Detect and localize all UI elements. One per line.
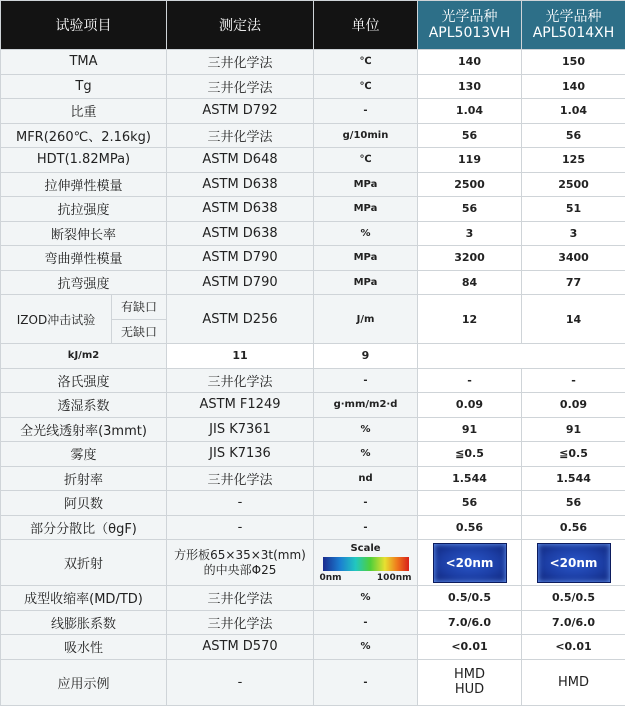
scale-min-label: 0nm (320, 573, 342, 583)
application-value-1-line1: HMD (418, 667, 521, 682)
izod-item-label: IZOD冲击试验 (1, 295, 111, 343)
unit: MPa (314, 246, 418, 271)
property-name: 弯曲弹性模量 (1, 246, 167, 271)
value-product-1: 56 (418, 123, 522, 148)
value-product-2: 140 (522, 74, 625, 99)
table-row (1, 123, 625, 148)
property-name: HDT(1.82MPa) (1, 148, 167, 173)
property-name: 雾度 (1, 442, 167, 467)
property-name: 部分分散比（θgF) (1, 515, 167, 540)
header-product-2 (522, 1, 625, 50)
unit: - (314, 368, 418, 393)
value-product-1: 1.04 (418, 99, 522, 124)
unit: - (314, 610, 418, 635)
value-product-1: 0.09 (418, 393, 522, 418)
property-name: 吸水性 (1, 635, 167, 660)
property-name: 抗弯强度 (1, 270, 167, 295)
property-name: 全光线透射率(3mmt) (1, 417, 167, 442)
izod-value-1-unnotched: 11 (167, 344, 314, 369)
birefringence-method-line2: 的中央部Φ25 (167, 563, 313, 578)
test-method: ASTM F1249 (167, 393, 314, 418)
unit: g/10min (314, 123, 418, 148)
value-product-2: 150 (522, 50, 625, 75)
izod-value-1-notched: 12 (418, 295, 522, 344)
unit: - (314, 491, 418, 516)
value-product-1: ≦0.5 (418, 442, 522, 467)
test-method: - (167, 491, 314, 516)
property-name: MFR(260℃、2.16kg) (1, 123, 167, 148)
table-row (1, 221, 625, 246)
test-method: 三井化学法 (167, 74, 314, 99)
value-product-2: 7.0/6.0 (522, 610, 625, 635)
izod-unit-notched: J/m (314, 295, 418, 344)
test-method: 三井化学法 (167, 368, 314, 393)
value-product-2: 56 (522, 491, 625, 516)
table-row (1, 74, 625, 99)
value-product-2: 0.09 (522, 393, 625, 418)
unit: ℃ (314, 74, 418, 99)
birefringence-scale (314, 540, 418, 586)
unit: ℃ (314, 148, 418, 173)
unit: MPa (314, 270, 418, 295)
value-product-2: 0.56 (522, 515, 625, 540)
property-name: 折射率 (1, 466, 167, 491)
value-product-1: 0.5/0.5 (418, 586, 522, 611)
header-unit: 单位 (314, 1, 418, 50)
value-product-2: 2500 (522, 172, 625, 197)
header-method: 测定法 (167, 1, 314, 50)
property-name: 透湿系数 (1, 393, 167, 418)
value-product-2: 1.544 (522, 466, 625, 491)
value-product-2: 3 (522, 221, 625, 246)
scale-title: Scale (350, 543, 380, 555)
application-value-2 (522, 659, 625, 705)
value-product-1: 3200 (418, 246, 522, 271)
table-row (1, 99, 625, 124)
value-product-2: 0.5/0.5 (522, 586, 625, 611)
property-name: 拉伸弹性模量 (1, 172, 167, 197)
test-method: ASTM D638 (167, 221, 314, 246)
table-header-row (1, 1, 625, 50)
table-row-birefringence (1, 540, 625, 586)
test-method: - (167, 515, 314, 540)
unit: - (314, 515, 418, 540)
birefringence-badge-2: <20nm (537, 543, 611, 583)
property-name: 线膨胀系数 (1, 610, 167, 635)
birefringence-method (167, 540, 314, 586)
table-row (1, 172, 625, 197)
application-value-1 (418, 659, 522, 705)
birefringence-badge-1: <20nm (433, 543, 507, 583)
table-row (1, 515, 625, 540)
value-product-2: ≦0.5 (522, 442, 625, 467)
unit: MPa (314, 172, 418, 197)
table-row-izod-unnotched (1, 344, 625, 369)
unit: % (314, 417, 418, 442)
header-product-1-line2: APL5013VH (418, 25, 521, 41)
test-method: ASTM D792 (167, 99, 314, 124)
property-name: 成型收缩率(MD/TD) (1, 586, 167, 611)
table-row (1, 586, 625, 611)
birefringence-method-line1: 方形板65×35×3t(mm) (167, 548, 313, 563)
value-product-2: 125 (522, 148, 625, 173)
table-row (1, 635, 625, 660)
test-method: ASTM D570 (167, 635, 314, 660)
scale-max-label: 100nm (377, 573, 412, 583)
table-row (1, 368, 625, 393)
value-product-2: - (522, 368, 625, 393)
table-row (1, 466, 625, 491)
table-row (1, 491, 625, 516)
test-method: ASTM D790 (167, 246, 314, 271)
property-name: TMA (1, 50, 167, 75)
birefringence-item: 双折射 (1, 540, 167, 586)
header-product-2-line2: APL5014XH (522, 25, 625, 41)
table-row-application (1, 659, 625, 705)
table-row (1, 610, 625, 635)
value-product-1: - (418, 368, 522, 393)
table-row (1, 197, 625, 222)
application-unit: - (314, 659, 418, 705)
izod-item (1, 295, 167, 344)
test-method: ASTM D790 (167, 270, 314, 295)
unit: ℃ (314, 50, 418, 75)
unit: % (314, 442, 418, 467)
table-row (1, 148, 625, 173)
test-method: 三井化学法 (167, 610, 314, 635)
property-name: Tg (1, 74, 167, 99)
test-method: JIS K7136 (167, 442, 314, 467)
unit: % (314, 586, 418, 611)
test-method: 三井化学法 (167, 466, 314, 491)
unit: % (314, 635, 418, 660)
test-method: ASTM D638 (167, 172, 314, 197)
birefringence-value-2 (522, 540, 625, 586)
value-product-2: 77 (522, 270, 625, 295)
unit: - (314, 99, 418, 124)
value-product-1: 56 (418, 197, 522, 222)
value-product-1: 140 (418, 50, 522, 75)
unit: nd (314, 466, 418, 491)
izod-unit-unnotched: kJ/m2 (1, 344, 167, 369)
izod-sub-label-notched: 有缺口 (112, 295, 166, 320)
izod-sub-label-unnotched: 无缺口 (112, 320, 166, 344)
property-name: 洛氏强度 (1, 368, 167, 393)
test-method: 三井化学法 (167, 123, 314, 148)
unit: % (314, 221, 418, 246)
test-method: 三井化学法 (167, 50, 314, 75)
application-method: - (167, 659, 314, 705)
value-product-2: 1.04 (522, 99, 625, 124)
test-method: ASTM D638 (167, 197, 314, 222)
value-product-2: <0.01 (522, 635, 625, 660)
birefringence-value-1 (418, 540, 522, 586)
value-product-1: 2500 (418, 172, 522, 197)
table-row (1, 270, 625, 295)
value-product-1: 119 (418, 148, 522, 173)
unit: g·mm/m2·d (314, 393, 418, 418)
value-product-2: 3400 (522, 246, 625, 271)
value-product-1: 91 (418, 417, 522, 442)
table-row (1, 50, 625, 75)
value-product-2: 91 (522, 417, 625, 442)
test-method: 三井化学法 (167, 586, 314, 611)
test-method: JIS K7361 (167, 417, 314, 442)
value-product-1: 0.56 (418, 515, 522, 540)
table-row-izod-notched (1, 295, 625, 344)
property-name: 断裂伸长率 (1, 221, 167, 246)
value-product-2: 56 (522, 123, 625, 148)
application-value-1-line2: HUD (418, 682, 521, 697)
izod-value-2-unnotched: 9 (314, 344, 418, 369)
header-product-1-line1: 光学品种 (418, 9, 521, 25)
value-product-1: 56 (418, 491, 522, 516)
value-product-1: <0.01 (418, 635, 522, 660)
value-product-1: 84 (418, 270, 522, 295)
table-row (1, 393, 625, 418)
table-row (1, 417, 625, 442)
property-name: 抗拉强度 (1, 197, 167, 222)
header-product-2-line1: 光学品种 (522, 9, 625, 25)
value-product-1: 3 (418, 221, 522, 246)
value-product-2: 51 (522, 197, 625, 222)
unit: MPa (314, 197, 418, 222)
property-name: 比重 (1, 99, 167, 124)
property-name: 阿贝数 (1, 491, 167, 516)
header-item: 试验项目 (1, 1, 167, 50)
application-value-2-text: HMD (558, 675, 589, 690)
table-row (1, 442, 625, 467)
test-method: ASTM D648 (167, 148, 314, 173)
application-item: 应用示例 (1, 659, 167, 705)
scale-gradient-bar (323, 557, 409, 571)
table-row (1, 246, 625, 271)
header-product-1 (418, 1, 522, 50)
value-product-1: 1.544 (418, 466, 522, 491)
izod-method: ASTM D256 (167, 295, 314, 344)
izod-value-2-notched: 14 (522, 295, 625, 344)
value-product-1: 7.0/6.0 (418, 610, 522, 635)
value-product-1: 130 (418, 74, 522, 99)
